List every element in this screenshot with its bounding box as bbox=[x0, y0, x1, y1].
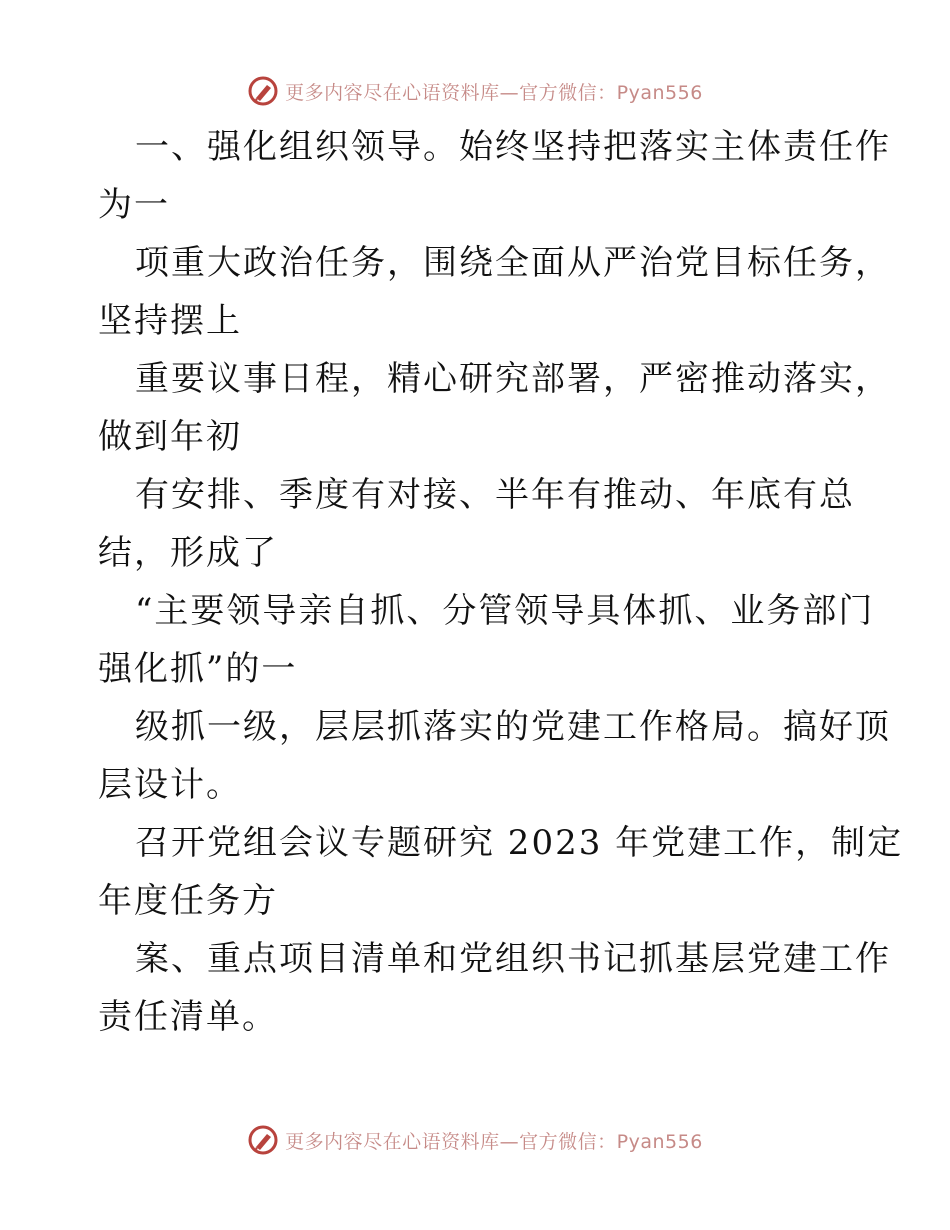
document-body bbox=[98, 118, 904, 1046]
text-line: 案、重点项目清单和党组织书记抓基层党建工作 bbox=[135, 939, 891, 979]
text-line: 重要议事日程，精心研究部署，严密推动落实， bbox=[135, 359, 891, 399]
text-line: 做到年初 bbox=[98, 417, 242, 457]
text-line: 年度任务方 bbox=[98, 881, 278, 921]
text-line: 项重大政治任务，围绕全面从严治党目标任务， bbox=[135, 243, 891, 283]
footer-watermark bbox=[0, 1120, 950, 1160]
text-line: “主要领导亲自抓、分管领导具体抓、业务部门 bbox=[135, 591, 875, 631]
pen-logo-icon bbox=[247, 1124, 279, 1156]
text-line: 层设计。 bbox=[98, 765, 242, 805]
header-watermark bbox=[0, 71, 950, 111]
text-line: 有安排、季度有对接、半年有推动、年底有总 bbox=[135, 475, 855, 515]
pen-logo-icon bbox=[247, 75, 279, 107]
text-line: 强化抓”的一 bbox=[98, 649, 298, 689]
watermark-text: 更多内容尽在心语资料库—官方微信：Pyan556 bbox=[285, 81, 703, 104]
text-line: 结，形成了 bbox=[98, 533, 278, 573]
text-line: 为一 bbox=[98, 185, 170, 225]
text-line: 级抓一级，层层抓落实的党建工作格局。搞好顶 bbox=[135, 707, 891, 747]
text-line: 一、强化组织领导。始终坚持把落实主体责任作 bbox=[135, 127, 891, 167]
text-line: 坚持摆上 bbox=[98, 301, 242, 341]
text-line: 责任清单。 bbox=[98, 997, 278, 1037]
watermark-text: 更多内容尽在心语资料库—官方微信：Pyan556 bbox=[285, 1130, 703, 1153]
text-line: 召开党组会议专题研究 2023 年党建工作，制定 bbox=[135, 823, 904, 863]
